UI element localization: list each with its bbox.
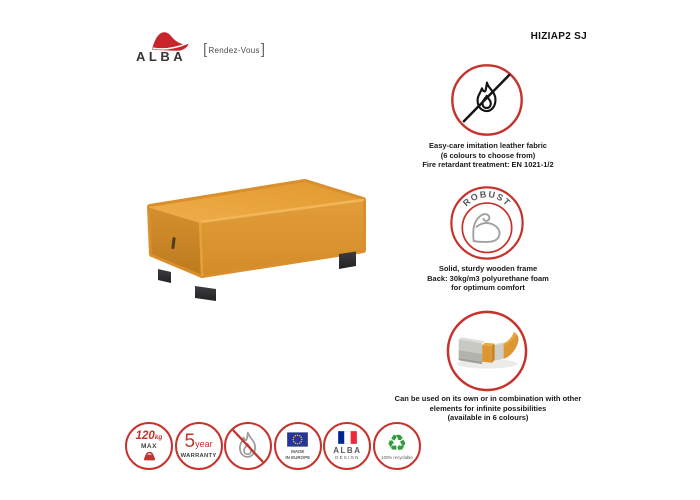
feature-line: for optimum comfort (451, 283, 525, 292)
bench-foot (339, 252, 356, 270)
eu-flag-icon (287, 432, 308, 447)
feature-line: Fire retardant treatment: EN 1021-1/2 (422, 160, 554, 169)
bench-foot (158, 269, 171, 283)
robust-bicep-icon (449, 185, 525, 261)
badge-recyclable (373, 422, 421, 470)
feature-line: Solid, sturdy wooden frame (438, 264, 538, 273)
feature-line: (available in 6 colours) (447, 413, 529, 422)
badge-max-load (125, 422, 173, 470)
bench-foot (195, 286, 216, 301)
feature-text-modular (377, 394, 599, 423)
france-flag-icon (338, 431, 357, 444)
badge-made-in-europe (274, 422, 322, 470)
feature-text-frame (377, 264, 599, 293)
alba-design-label: DESIGN (335, 455, 360, 460)
feature-line: (6 colours to choose from) (440, 150, 536, 160)
alba-logo (136, 30, 266, 66)
feature-line: Back: 30kg/m3 polyurethane foam (427, 273, 549, 283)
alba-design-brand: ALBA (333, 446, 362, 455)
product-code: HIZIAP2 SJ (530, 31, 587, 42)
in-europe-label: IN EUROPE (285, 454, 311, 460)
certification-badges (125, 422, 421, 470)
feature-line: Can be used on its own or in combination with other (394, 394, 582, 403)
feature-line: elements for infinite possibilities (429, 403, 547, 413)
warranty-label: WARRANTY (180, 452, 217, 459)
tagline-text: Rendez-Vous (208, 46, 260, 55)
bracket-left: [ (203, 41, 208, 58)
brand-name: ALBA (136, 49, 187, 64)
feature-text-fabric (377, 141, 599, 170)
modular-combination-photo (446, 310, 528, 392)
max-load-weight-icon (143, 450, 156, 461)
warranty-value: 5year (184, 430, 213, 452)
bench-product-image (122, 173, 372, 318)
badge-fire-retardant (224, 422, 272, 470)
recyclable-label: 100% recyclable (381, 454, 413, 460)
max-load-value: 120kg (135, 430, 163, 442)
no-fire-icon (450, 63, 524, 137)
bracket-right: ] (260, 41, 266, 58)
badge-warranty (175, 422, 223, 470)
recycle-icon: ♻ (386, 430, 408, 457)
feature-line: Easy-care imitation leather fabric (429, 141, 547, 150)
robust-label: ROBUST (460, 189, 514, 209)
no-fire-icon (227, 425, 269, 467)
badge-alba-design (323, 422, 371, 470)
made-label: MADE (291, 449, 305, 454)
brand-tagline (202, 40, 266, 57)
max-load-label: MAX (141, 443, 157, 450)
